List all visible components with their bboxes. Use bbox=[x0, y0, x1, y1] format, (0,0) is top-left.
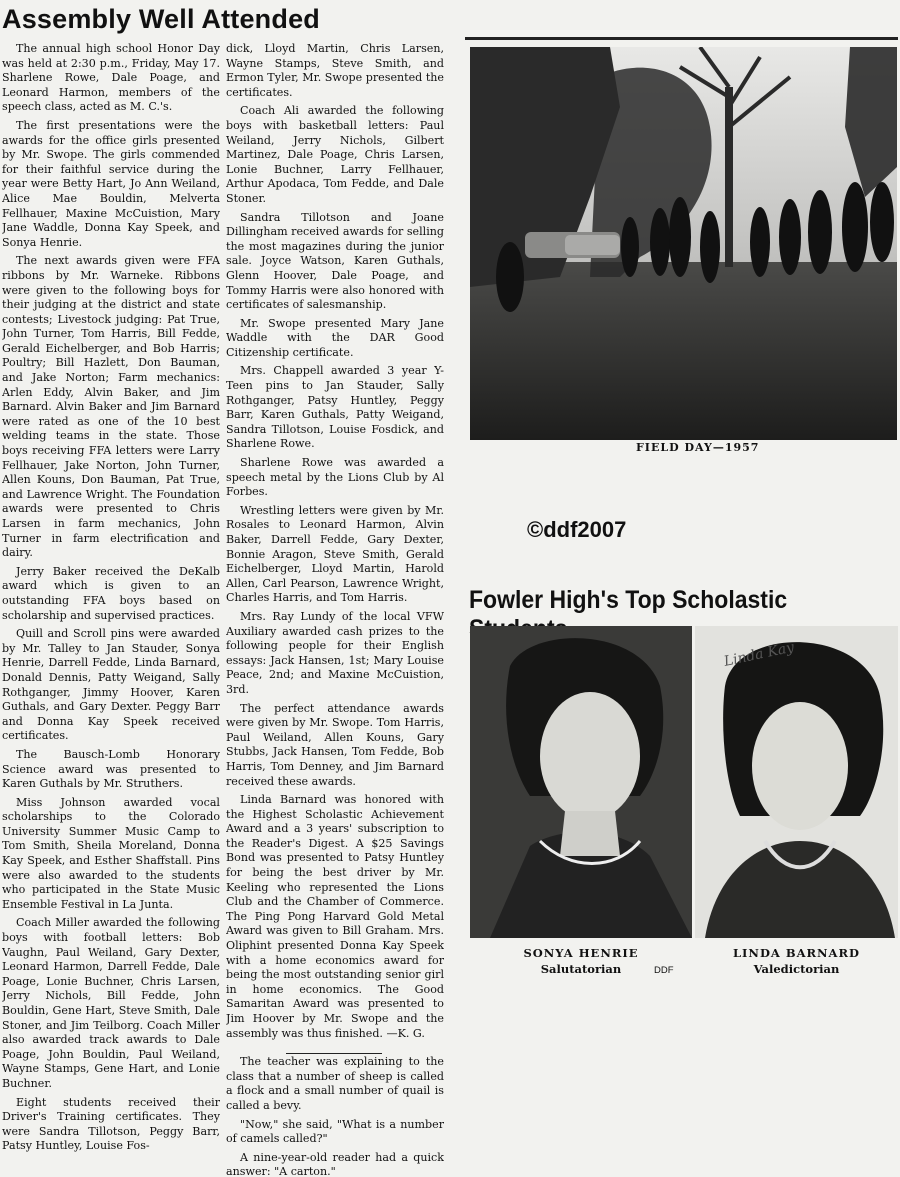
student-role: Salutatorian bbox=[540, 962, 622, 976]
paragraph: Mr. Swope presented Mary Jane Waddle with the DAR Good Citizenship certificate. bbox=[226, 316, 444, 359]
paragraph: Coach Ali awarded the following boys with basketball letters: Paul Weiland, Jerry Nichols, Gilbert Martinez, Dale Poage, Chris Larsen, Lonie Buchner, Larry Fellhauer, Arthur Apodaca, Tom Fedde, and Dale Stoner. bbox=[226, 104, 444, 205]
paragraph: The first presentations were the awards for the office girls presented by Mr. Swope. The girls commended for their faithful service during the year were Betty Hart, Jo Ann Weiland, Alice Mae Bouldin, Melverta Fellhauer, Maxine McCuistion, Mary Jane Waddle, Donna Kay Speek, and Sonya Henrie. bbox=[2, 118, 220, 249]
paragraph: Quill and Scroll pins were awarded by Mr. Talley to Jan Stauder, Sonya Henrie, Darrell Fedde, Linda Barnard, Donald Dennis, Patty Weigand, Sally Rothganger, Jimmy Hoover, Karen Guthals, and Gary Dexter. Peggy Barr and Donna Kay Speek received certificates. bbox=[2, 627, 220, 743]
paragraph: Jerry Baker received the DeKalb award which is given to an outstanding FFA boys based on scholarship and supervised practices. bbox=[2, 564, 220, 622]
paragraph: The perfect attendance awards were given by Mr. Swope. Tom Harris, Paul Weiland, Allen Kouns, Gary Stubbs, Jack Hansen, Tom Fedde, Bob Harris, Tom Denney, and Jim Barnard received these awards. bbox=[226, 701, 444, 788]
paragraph: Sandra Tillotson and Joane Dillingham received awards for selling the most magazines during the junior sale. Joyce Watson, Karen Guthals, Glenn Hoover, Dale Poage, and Tommy Harris were also honored with certificates of salesmanship. bbox=[226, 210, 444, 312]
copyright-notice: ©ddf2007 bbox=[527, 517, 627, 542]
student-name: LINDA BARNARD bbox=[732, 946, 861, 960]
portrait-linda-barnard bbox=[695, 626, 898, 938]
joke-paragraph: The teacher was explaining to the class that a number of sheep is called a flock and a small number of quail is called a bevy. bbox=[226, 1055, 444, 1112]
photo-top-rule bbox=[465, 37, 898, 40]
paragraph: The annual high school Honor Day was held at 2:30 p.m., Friday, May 17. Sharlene Rowe, Dale Poage, and Leonard Harmon, members of the speech class, acted as M. C.'s. bbox=[2, 42, 220, 114]
article-column-2 bbox=[226, 42, 444, 1177]
portrait-sonya-henrie bbox=[470, 626, 692, 938]
paragraph: Linda Barnard was honored with the Highest Scholastic Achievement Award and a 3 years' subscription to the Reader's Digest. A $25 Savings Bond was presented to Patsy Huntley for being the best driver by Mr. Keeling who represented the Lions Club and the Chamber of Commerce. The Ping Pong Harvard Gold Metal Award was given to Bill Graham. Mrs. Oliphint presented Donna Kay Speek with a home economics award for being the most outstanding senior girl in home economics. The Good Samaritan Award was presented to Jim Hoover by Mr. Swope and the assembly was thus finished. —K. G. bbox=[226, 793, 444, 1040]
scholastic-headline: Fowler High's Top Scholastic bbox=[469, 586, 788, 614]
paragraph: Eight students received their Driver's Training certificates. They were Sandra Tillotson, Peggy Barr, Patsy Huntley, Louise Fos- bbox=[2, 1095, 220, 1153]
paragraph: The Bausch-Lomb Honorary Science award was presented to Karen Guthals by Mr. Struthers. bbox=[2, 747, 220, 791]
joke-paragraph: A nine-year-old reader had a quick answer: "A carton." bbox=[226, 1150, 444, 1177]
ddf-mark: DDF bbox=[654, 965, 674, 976]
field-day-photo bbox=[470, 47, 897, 440]
paragraph: Miss Johnson awarded vocal scholarships to the Colorado University Summer Music Camp to Tom Smith, Sheila Moreland, Donna Kay Speek, and Esther Shaffstall. Pins were also awarded to the students who participated in the State Music Ensemble Festival in La Junta. bbox=[2, 795, 220, 911]
student-role: Valedictorian bbox=[753, 962, 840, 976]
paragraph: Wrestling letters were given by Mr. Rosales to Leonard Harmon, Alvin Baker, Darrell Fedde, Gary Dexter, Bonnie Aragon, Steve Smith, Gerald Eichelberger, Lloyd Martin, Harold Allen, Carl Pearson, Lawrence Wright, Charles Harris, and Tom Harris. bbox=[226, 503, 444, 605]
student-name: SONYA HENRIE bbox=[523, 946, 639, 960]
separator-rule bbox=[286, 1053, 382, 1054]
paragraph: Mrs. Chappell awarded 3 year Y-Teen pins to Jan Stauder, Sally Rothganger, Patsy Huntley, Peggy Barr, Karen Guthals, Patty Weigand, Sandra Tillotson, Louise Fosdick, and Sharlene Rowe. bbox=[226, 364, 444, 451]
joke-paragraph: "Now," she said, "What is a number of camels called?" bbox=[226, 1117, 444, 1146]
handwritten-signature: Linda Kay bbox=[722, 639, 796, 670]
paragraph: dick, Lloyd Martin, Chris Larsen, Wayne Stamps, Steve Smith, and Ermon Tyler, Mr. Swope presented the certificates. bbox=[226, 42, 444, 99]
paragraph: The next awards given were FFA ribbons by Mr. Warneke. Ribbons were given to the following boys for their judging at the district and state contests; Livestock judging: Pat True, John Turner, Tom Harris, Bill Fedde, Gerald Eichelberger, and Bob Harris; Poultry; Bill Hazlett, Don Bauman, and Jake Norton; Farm mechanics: Arlen Eddy, Alvin Baker, and Jim Barnard. Alvin Baker and Jim Barnard were rated as one of the 10 best welding teams in the state. Those boys receiving FFA letters were Larry Fellhauer, Jake Norton, John Turner, Allen Kouns, Don Bauman, Pat True, and Lawrence Wright. The Foundation awards were presented to Chris Larsen in farm mechanics, John Turner in farm electrification and dairy. bbox=[2, 254, 220, 560]
photo-caption: FIELD DAY—1957 bbox=[636, 441, 760, 454]
paragraph: Sharlene Rowe was awarded a speech metal by the Lions Club by Al Forbes. bbox=[226, 456, 444, 499]
paragraph: Mrs. Ray Lundy of the local VFW Auxiliary awarded cash prizes to the following people for their English essays: Jack Hansen, 1st; Mary Louise Peace, 2nd; and Maxine McCuistion, 3rd. bbox=[226, 609, 444, 696]
paragraph: Coach Miller awarded the following boys with football letters: Bob Vaughn, Paul Weiland, Gary Dexter, Leonard Harmon, Darrell Fedde, Dale Poage, Lonie Buchner, Chris Larsen, Jerry Nichols, Bill Fedde, John Bouldin, Gene Hart, Steve Smith, Dale Stoner, and Jim Teilborg. Coach Miller also awarded track awards to Dale Poage, John Bouldin, Paul Weiland, Wayne Stamps, Gene Hart, and Lonie Buchner. bbox=[2, 916, 220, 1090]
article-headline: Assembly Well Attended bbox=[2, 4, 320, 34]
article-column-1 bbox=[2, 42, 220, 1177]
